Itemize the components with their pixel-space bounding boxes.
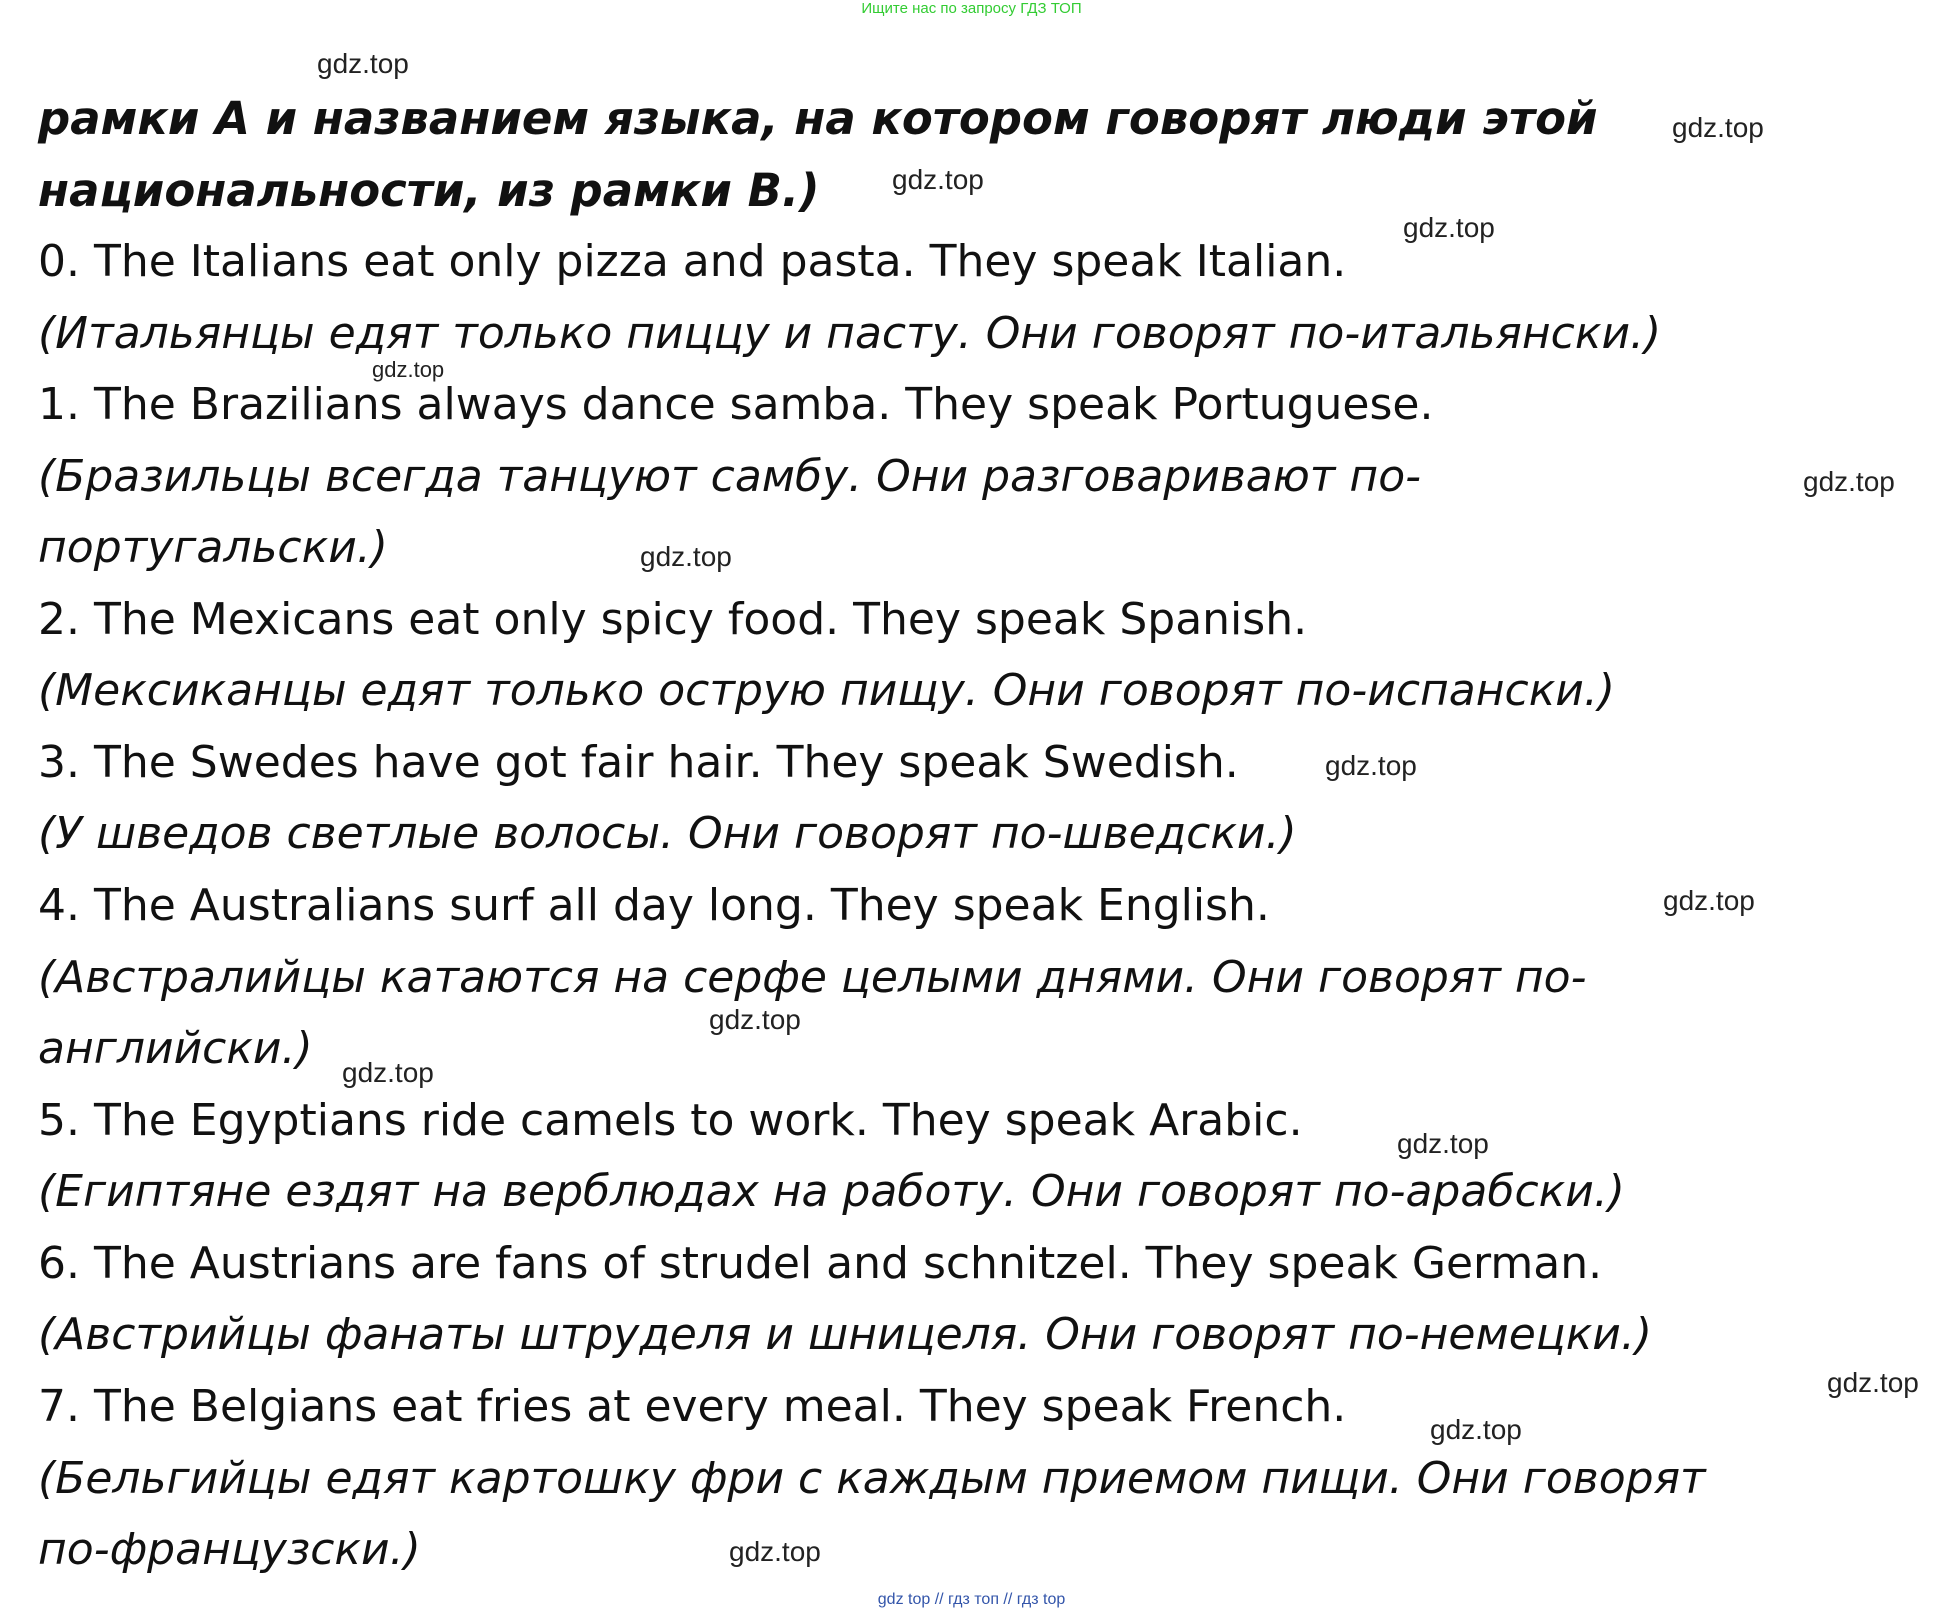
watermark: gdz.top — [317, 48, 409, 79]
sentence-4-ru-b: английски.) — [38, 1023, 313, 1074]
sentence-1-ru-a: (Бразильцы всегда танцуют самбу. Они разговаривают по- — [38, 451, 1421, 502]
sentence-7-en: 7. The Belgians eat fries at every meal. They speak French. — [38, 1381, 1347, 1432]
watermark: gdz.top — [640, 541, 732, 572]
watermark: gdz.top — [709, 1004, 801, 1035]
watermark: gdz.top — [372, 357, 445, 382]
sentence-1-en: 1. The Brazilians always dance samba. They speak Portuguese. — [38, 379, 1434, 430]
sentence-3-ru: (У шведов светлые волосы. Они говорят по-шведски.) — [38, 808, 1297, 859]
watermark: gdz.top — [1430, 1414, 1522, 1445]
watermark: gdz.top — [1325, 750, 1417, 781]
watermark: gdz.top — [892, 164, 984, 195]
watermark: gdz.top — [1403, 212, 1495, 243]
watermark: gdz.top — [1672, 112, 1764, 143]
sentence-2-ru: (Мексиканцы едят только острую пищу. Они говорят по-испански.) — [38, 665, 1616, 716]
sentence-2-en: 2. The Mexicans eat only spicy food. They speak Spanish. — [38, 594, 1308, 645]
sentence-6-en: 6. The Austrians are fans of strudel and schnitzel. They speak German. — [38, 1238, 1603, 1289]
sentence-4-ru-a: (Австралийцы катаются на серфе целыми днями. Они говорят по- — [38, 952, 1587, 1003]
sentence-0-en: 0. The Italians eat only pizza and pasta. They speak Italian. — [38, 236, 1347, 287]
sentence-1-ru-b: португальски.) — [38, 522, 388, 573]
watermark: gdz.top — [1397, 1128, 1489, 1159]
watermark: gdz.top — [342, 1057, 434, 1088]
sentence-5-ru: (Египтяне ездят на верблюдах на работу. Они говорят по-арабски.) — [38, 1166, 1625, 1217]
top-banner: Ищите нас по запросу ГДЗ ТОП — [861, 0, 1082, 17]
footer-watermark: gdz top // гдз топ // гдз top — [877, 1591, 1066, 1608]
sentence-6-ru: (Австрийцы фанаты штруделя и шницеля. Они говорят по-немецки.) — [38, 1309, 1653, 1360]
watermark: gdz.top — [1663, 885, 1755, 916]
sentence-3-en: 3. The Swedes have got fair hair. They speak Swedish. — [38, 737, 1239, 788]
watermark: gdz.top — [729, 1536, 821, 1567]
sentence-4-en: 4. The Australians surf all day long. They speak English. — [38, 880, 1270, 931]
watermark: gdz.top — [1803, 466, 1895, 497]
heading-line-2: национальности, из рамки B.) — [38, 164, 820, 217]
watermark: gdz.top — [1827, 1367, 1919, 1398]
sentence-5-en: 5. The Egyptians ride camels to work. They speak Arabic. — [38, 1095, 1303, 1146]
heading-line-1: рамки А и названием языка, на котором говорят люди этой — [38, 92, 1598, 145]
sentence-0-ru: (Итальянцы едят только пиццу и пасту. Они говорят по-итальянски.) — [38, 308, 1662, 359]
sentence-7-ru-b: по-французски.) — [38, 1524, 421, 1575]
sentence-7-ru-a: (Бельгийцы едят картошку фри с каждым приемом пищи. Они говорят — [38, 1453, 1706, 1504]
